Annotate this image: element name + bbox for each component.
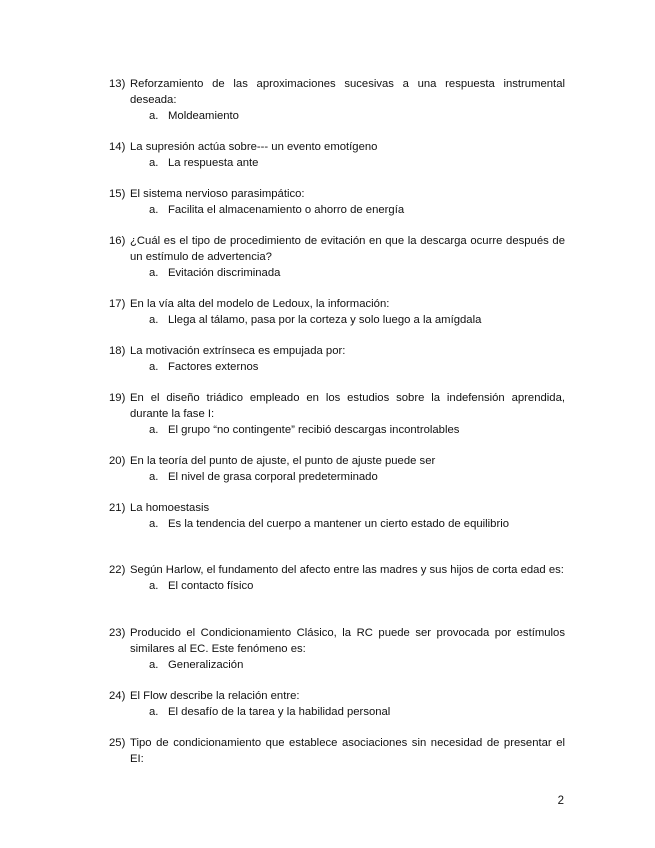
question-text: ¿Cuál es el tipo de procedimiento de evitación en que la descarga ocurre después de un estímulo de advertencia? <box>130 235 565 263</box>
answer-letter: a. <box>149 471 159 483</box>
question-text: El sistema nervioso parasimpático: <box>130 188 305 200</box>
answer-row <box>149 657 565 673</box>
question-text: En la teoría del punto de ajuste, el punto de ajuste puede ser <box>130 455 436 467</box>
answer-letter: a. <box>149 361 159 373</box>
question-18 <box>109 343 565 375</box>
question-text: Según Harlow, el fundamento del afecto entre las madres y sus hijos de corta edad es: <box>130 564 564 576</box>
question-20 <box>109 453 565 485</box>
question-text: La homoestasis <box>130 502 210 514</box>
answer-row <box>149 359 565 375</box>
answer-letter: a. <box>149 314 159 326</box>
question-number: 20) <box>109 455 126 467</box>
answer-row <box>149 422 565 438</box>
question-25 <box>109 735 565 767</box>
question-number: 14) <box>109 141 126 153</box>
question-number: 16) <box>109 235 126 247</box>
answer-text: El grupo “no contingente” recibió descargas incontrolables <box>168 424 460 436</box>
question-text: Producido el Condicionamiento Clásico, la RC puede ser provocada por estímulos similares al EC. Este fenómeno es: <box>130 627 565 655</box>
answer-text: Evitación discriminada <box>168 267 281 279</box>
page-number: 2 <box>557 795 564 807</box>
answer-row <box>149 469 565 485</box>
answer-letter: a. <box>149 204 159 216</box>
answer-letter: a. <box>149 267 159 279</box>
question-number: 13) <box>109 78 126 90</box>
answer-row <box>149 265 565 281</box>
question-number: 19) <box>109 392 126 404</box>
question-21 <box>109 500 565 532</box>
question-number: 23) <box>109 627 126 639</box>
answer-letter: a. <box>149 110 159 122</box>
answer-letter: a. <box>149 706 159 718</box>
answer-text: El nivel de grasa corporal predeterminado <box>168 471 378 483</box>
question-number: 17) <box>109 298 126 310</box>
question-number: 25) <box>109 737 126 749</box>
question-text: Reforzamiento de las aproximaciones sucesivas a una respuesta instrumental deseada: <box>130 78 565 106</box>
question-24 <box>109 688 565 720</box>
answer-text: Generalización <box>168 659 244 671</box>
question-number: 22) <box>109 564 126 576</box>
answer-text: Llega al tálamo, pasa por la corteza y solo luego a la amígdala <box>168 314 482 326</box>
question-22 <box>109 562 565 594</box>
question-text: La motivación extrínseca es empujada por: <box>130 345 346 357</box>
answer-text: Es la tendencia del cuerpo a mantener un cierto estado de equilibrio <box>168 518 510 530</box>
question-text: En la vía alta del modelo de Ledoux, la información: <box>130 298 390 310</box>
answer-text: El desafío de la tarea y la habilidad personal <box>168 706 391 718</box>
answer-letter: a. <box>149 157 159 169</box>
question-number: 15) <box>109 188 126 200</box>
question-14 <box>109 139 565 171</box>
answer-letter: a. <box>149 580 159 592</box>
answer-text: Facilita el almacenamiento o ahorro de energía <box>168 204 405 216</box>
answer-row <box>149 312 565 328</box>
question-text: En el diseño triádico empleado en los estudios sobre la indefensión aprendida, durante la fase I: <box>130 392 565 420</box>
answer-text: El contacto físico <box>168 580 254 592</box>
answer-row <box>149 516 565 532</box>
answer-text: Factores externos <box>168 361 259 373</box>
question-number: 18) <box>109 345 126 357</box>
answer-letter: a. <box>149 424 159 436</box>
question-number: 24) <box>109 690 126 702</box>
question-text: La supresión actúa sobre--- un evento emotígeno <box>130 141 378 153</box>
answer-row <box>149 704 565 720</box>
question-text: El Flow describe la relación entre: <box>130 690 300 702</box>
question-19 <box>109 390 565 438</box>
question-23 <box>109 625 565 673</box>
answer-row <box>149 108 565 124</box>
question-number: 21) <box>109 502 126 514</box>
answer-text: Moldeamiento <box>168 110 239 122</box>
question-text: Tipo de condicionamiento que establece asociaciones sin necesidad de presentar el EI: <box>130 737 565 765</box>
answer-row <box>149 202 565 218</box>
question-15 <box>109 186 565 218</box>
question-17 <box>109 296 565 328</box>
answer-row <box>149 155 565 171</box>
answer-letter: a. <box>149 659 159 671</box>
answer-row <box>149 578 565 594</box>
answer-letter: a. <box>149 518 159 530</box>
question-16 <box>109 233 565 281</box>
answer-text: La respuesta ante <box>168 157 259 169</box>
question-13 <box>109 76 565 124</box>
